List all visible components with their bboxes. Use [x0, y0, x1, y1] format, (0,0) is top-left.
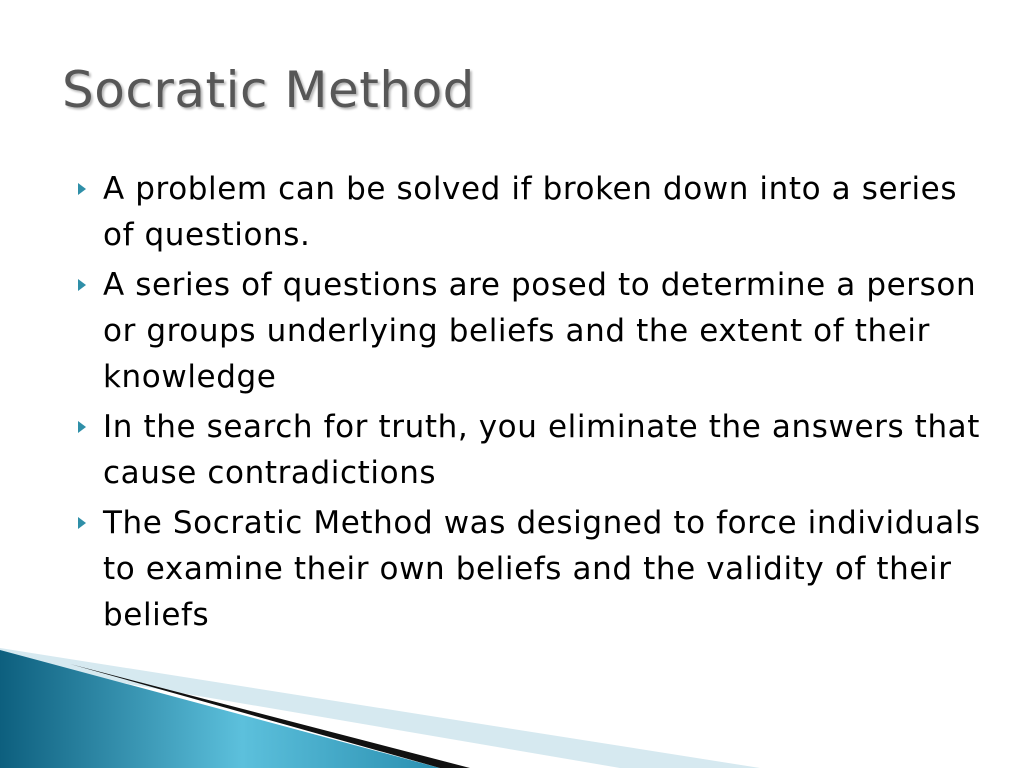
bullet-text: In the search for truth, you eliminate the answers that cause contradictions — [103, 409, 981, 491]
bullet-text: A problem can be solved if broken down into a series of questions. — [103, 171, 958, 253]
triangle-right-icon — [78, 183, 86, 195]
bullet-list — [72, 166, 992, 642]
slide-title: Socratic Method — [62, 61, 475, 119]
pale-stripe — [0, 648, 760, 768]
bullet-item — [72, 500, 992, 638]
bullet-item — [72, 166, 992, 258]
black-stripe — [70, 664, 470, 768]
triangle-right-icon — [78, 517, 86, 529]
bullet-text: A series of questions are posed to determine a person or groups underlying beliefs and the extent of their knowledge — [103, 267, 977, 395]
bullet-item — [72, 404, 992, 496]
triangle-right-icon — [78, 279, 86, 291]
triangle-right-icon — [78, 421, 86, 433]
bullet-text: The Socratic Method was designed to force individuals to examine their own beliefs and the validity of their beliefs — [103, 505, 981, 633]
blue-band — [0, 650, 440, 768]
bullet-item — [72, 262, 992, 400]
